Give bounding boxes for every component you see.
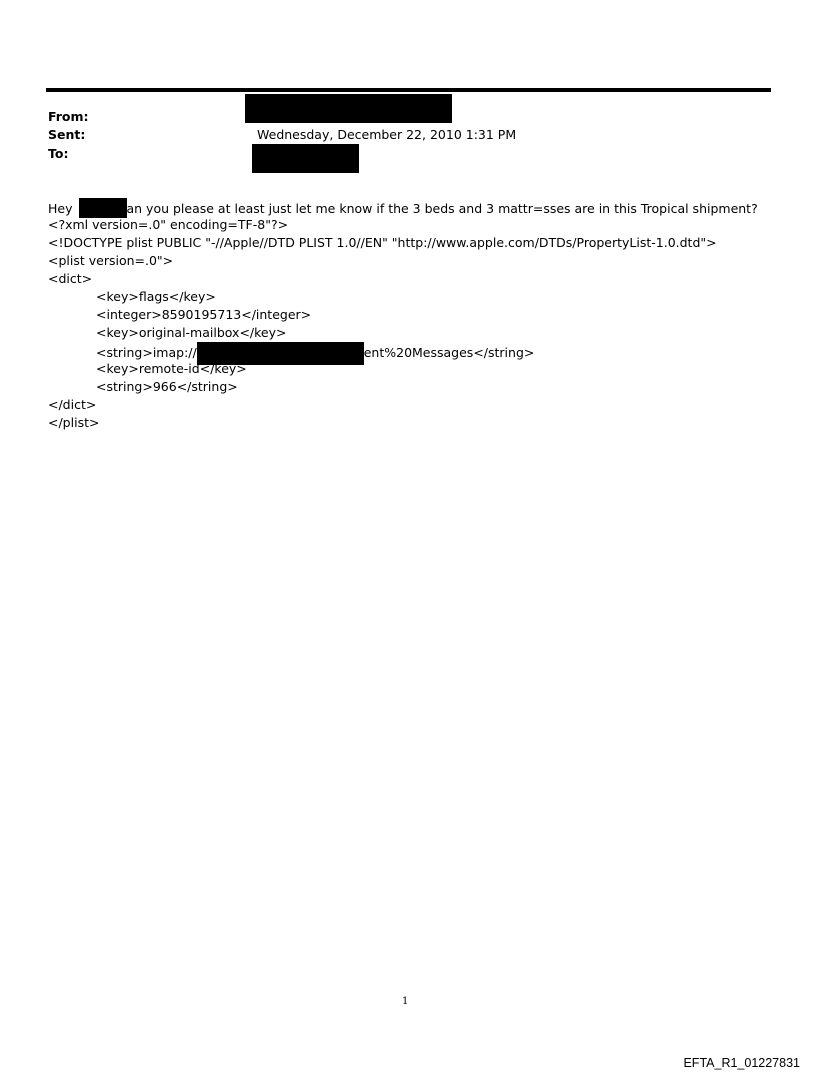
body-line-13: </plist> [48,415,100,430]
body-line-4: <plist version=.0"> [48,253,174,268]
name-redaction [79,198,127,218]
body-line-7: <integer>8590195713</integer> [96,307,312,322]
body-line-8: <key>original-mailbox</key> [96,325,287,340]
body-line-1 [48,198,758,218]
sent-value: Wednesday, December 22, 2010 1:31 PM [257,127,517,142]
body-line-5: <dict> [48,271,93,286]
from-label: From: [48,109,89,124]
body-line-6: <key>flags</key> [96,289,216,304]
bates-number: EFTA_R1_01227831 [683,1056,800,1070]
header-rule [46,88,771,92]
to-redaction [252,144,359,173]
greeting: Hey [48,201,73,216]
body-message: an you please at least just let me know if the 3 beds and 3 mattr=sses are in this Tropical shipment? [126,201,758,216]
body-line-10: <key>remote-id</key> [96,361,247,376]
imap-prefix: <string>imap:// [96,345,197,360]
from-redaction [245,94,452,123]
body-line-2: <?xml version=.0" encoding=TF-8"?> [48,217,289,232]
imap-suffix: ent%20Messages</string> [363,345,535,360]
body-line-12: </dict> [48,397,97,412]
sent-label: Sent: [48,127,86,142]
body-line-11: <string>966</string> [96,379,238,394]
page-number: 1 [402,996,409,1007]
body-line-3: <!DOCTYPE plist PUBLIC "-//Apple//DTD PLIST 1.0//EN" "http://www.apple.com/DTDs/PropertyList-1.0.dtd"> [48,235,717,250]
to-label: To: [48,146,69,161]
